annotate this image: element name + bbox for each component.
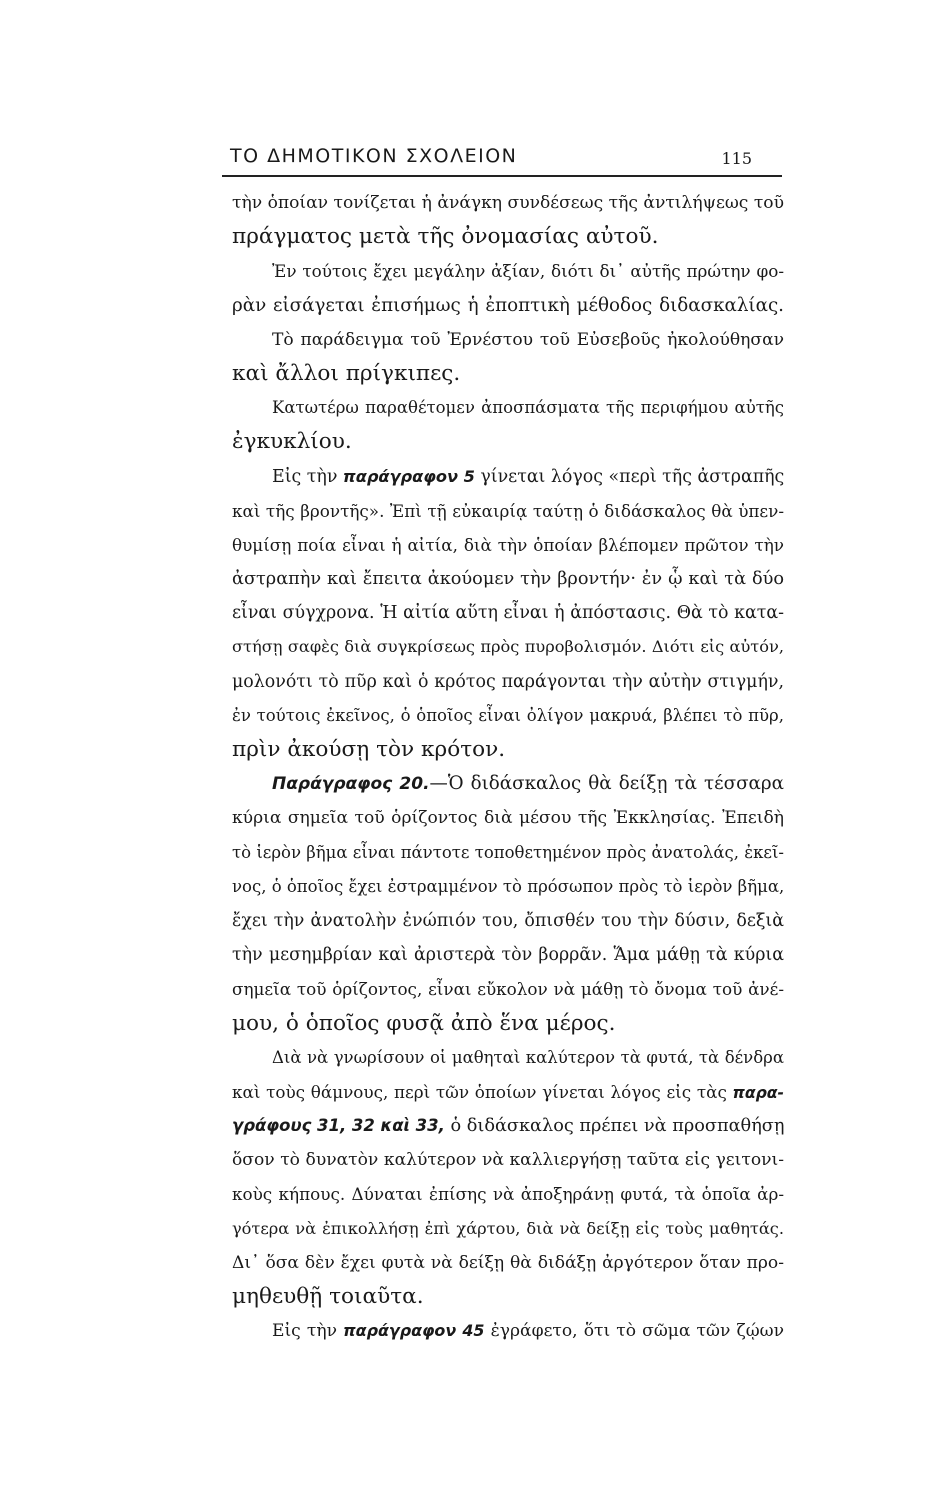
text-line	[232, 460, 784, 494]
text-line	[232, 1314, 784, 1348]
line-text: γίνεται λόγος «περὶ τῆς ἀστραπῆς	[474, 466, 785, 487]
emphasis-text: παρα-	[732, 1083, 784, 1102]
emphasis-text: παράγραφον 45	[343, 1321, 485, 1341]
emphasis-text: γράφους 31, 32 καὶ 33,	[232, 1116, 445, 1136]
text-line: ρὰν εἰσάγεται ἐπισήμως ἡ ἐποπτικὴ μέθοδος διδασκαλίας.	[232, 294, 784, 316]
text-line: στήσῃ σαφὲς διὰ συγκρίσεως πρὸς πυροβολισμόν. Διότι εἰς αὐτόν,	[232, 637, 784, 657]
running-head	[222, 141, 782, 177]
text-line: ἐγκυκλίου.	[232, 429, 352, 455]
text-line: θυμίσῃ ποία εἶναι ἡ αἰτία, διὰ τὴν ὁποίαν βλέπομεν πρῶτον τὴν	[232, 534, 784, 555]
text-line	[232, 1109, 784, 1143]
text-line: σημεῖα τοῦ ὁρίζοντος, εἶναι εὔκολον νὰ μάθῃ τὸ ὄνομα τοῦ ἀνέ-	[232, 979, 784, 1000]
text-line: πράγματος μετὰ τῆς ὀνομασίας αὐτοῦ.	[232, 224, 659, 250]
line-text: ἐγράφετο, ὅτι τὸ σῶμα τῶν ζῴων	[484, 1321, 784, 1342]
text-line: μου, ὁ ὁποῖος φυσᾷ ἀπὸ ἕνα μέρος.	[232, 1010, 616, 1036]
running-title: ΤΟ ΔΗΜΟΤΙΚΟΝ ΣΧΟΛΕΙΟΝ	[230, 145, 518, 167]
text-line: τὸ ἱερὸν βῆμα εἶναι πάντοτε τοποθετημένον πρὸς ἀνατολάς, ἐκεῖ-	[232, 842, 784, 862]
text-line: ἀστραπὴν καὶ ἔπειτα ἀκούομεν τὴν βροντήν· ἐν ᾧ καὶ τὰ δύο	[232, 569, 784, 590]
text-line: εἶναι σύγχρονα. Ἡ αἰτία αὕτη εἶναι ἡ ἀπόστασις. Θὰ τὸ κατα-	[232, 603, 784, 624]
line-text: ὁ διδάσκαλος πρέπει νὰ προσπαθήσῃ	[444, 1116, 785, 1137]
line-text: Εἰς τὴν	[272, 1321, 344, 1342]
text-line: ἐν τούτοις ἐκεῖνος, ὁ ὁποῖος εἶναι ὀλίγον μακρυά, βλέπει τὸ πῦρ,	[232, 705, 784, 725]
text-line: κοὺς κήπους. Δύναται ἐπίσης νὰ ἀποξηράνῃ φυτά, τὰ ὁποῖα ἀρ-	[232, 1184, 784, 1205]
text-line: Ἐν τούτοις ἔχει μεγάλην ἀξίαν, διότι δι᾿ αὐτῆς πρώτην φο-	[272, 261, 784, 282]
text-line: καὶ τῆς βροντῆς». Ἐπὶ τῇ εὐκαιρίᾳ ταύτῃ ὁ διδάσκαλος θὰ ὑπεν-	[232, 500, 784, 521]
text-line: τὴν μεσημβρίαν καὶ ἀριστερὰ τὸν βορρᾶν. Ἅμα μάθῃ τὰ κύρια	[232, 945, 784, 966]
line-text: —Ὁ διδάσκαλος θὰ δείξῃ τὰ τέσσαρα	[429, 773, 784, 795]
text-line: τὴν ὁποίαν τονίζεται ἡ ἀνάγκη συνδέσεως τῆς ἀντιλήψεως τοῦ	[232, 193, 784, 213]
line-text: καὶ τοὺς θάμνους, περὶ τῶν ὁποίων γίνεται λόγος εἰς τὰς	[232, 1081, 733, 1102]
line-text: Διὰ νὰ γνωρίσουν οἱ μαθηταὶ καλύτερον τὰ φυτά, τὰ δένδρα	[272, 1047, 784, 1067]
text-line: κύρια σημεῖα τοῦ ὁρίζοντος διὰ μέσου τῆς Ἐκκλησίας. Ἐπειδὴ	[232, 808, 784, 829]
emphasis-text: Παράγραφος 20.	[272, 774, 430, 795]
text-line	[232, 1075, 784, 1109]
text-line: ἔχει τὴν ἀνατολὴν ἐνώπιόν του, ὄπισθέν του τὴν δύσιν, δεξιὰ	[232, 910, 784, 931]
body-text	[232, 186, 784, 1348]
text-line: μηθευθῇ τοιαῦτα.	[232, 1284, 424, 1309]
line-text: Εἰς τὴν	[272, 466, 343, 487]
text-line: καὶ ἄλλοι πρίγκιπες.	[232, 360, 461, 386]
text-line: Τὸ παράδειγμα τοῦ Ἐρνέστου τοῦ Εὐσεβοῦς ἠκολούθησαν	[272, 329, 784, 350]
text-line: μολονότι τὸ πῦρ καὶ ὁ κρότος παράγονται τὴν αὐτὴν στιγμήν,	[232, 671, 784, 692]
text-line: νος, ὁ ὁποῖος ἔχει ἐστραμμένον τὸ πρόσωπον πρὸς τὸ ἱερὸν βῆμα,	[232, 876, 785, 896]
text-line: πρὶν ἀκούσῃ τὸν κρότον.	[232, 737, 506, 762]
text-line: γότερα νὰ ἐπικολλήσῃ ἐπὶ χάρτου, διὰ νὰ δείξῃ εἰς τοὺς μαθητάς.	[232, 1218, 784, 1238]
page-number: 115	[721, 149, 752, 168]
text-line	[232, 767, 784, 801]
text-line	[232, 1041, 784, 1075]
emphasis-text: παράγραφον 5	[342, 466, 475, 486]
text-line: ὅσον τὸ δυνατὸν καλύτερον νὰ καλλιεργήσῃ ταῦτα εἰς γειτονι-	[232, 1150, 784, 1171]
text-line: Δι᾿ ὅσα δὲν ἔχει φυτὰ νὰ δείξῃ θὰ διδάξῃ ἀργότερον ὅταν προ-	[232, 1252, 784, 1273]
text-line: Κατωτέρω παραθέτομεν ἀποσπάσματα τῆς περιφήμου αὐτῆς	[272, 398, 784, 418]
